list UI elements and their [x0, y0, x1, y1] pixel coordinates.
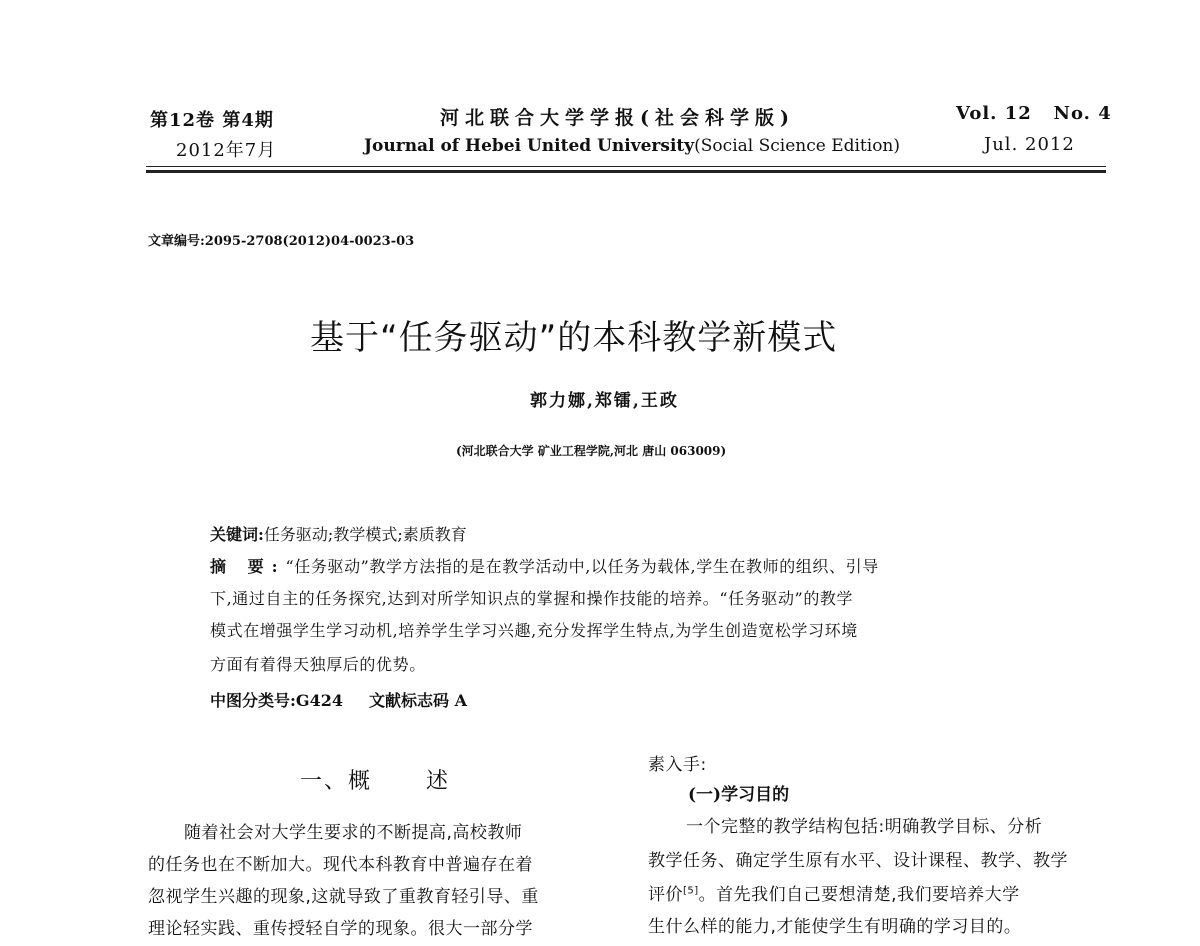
- left-line-4: 理论轻实践、重传授轻自学的现象。很大一部分学: [148, 919, 533, 939]
- authors: 郭力娜,郑镭,王政: [530, 391, 679, 411]
- left-line-3: 忽视学生兴趣的现象,这就导致了重教育轻引导、重: [148, 887, 539, 907]
- right-line-3: [648, 880, 1020, 905]
- clc-label: 中图分类号:: [210, 691, 296, 710]
- header-rule-thick: [146, 170, 1106, 173]
- keywords-label: 关键词:: [210, 525, 264, 544]
- issue-date-en: Jul. 2012: [984, 134, 1075, 155]
- subheading-learning-goal: (一)学习目的: [688, 785, 790, 805]
- section-heading-overview: 一、概 述: [300, 769, 450, 794]
- vol-no: Vol. 12 No. 4: [956, 103, 1112, 124]
- right-line-2: 教学任务、确定学生原有水平、设计课程、教学、教学: [648, 851, 1068, 871]
- left-line-1: 随着社会对大学生要求的不断提高,高校教师: [184, 823, 523, 843]
- issue-date-cn: 2012年7月: [176, 140, 277, 161]
- doc-code-label: 文献标志码: [368, 691, 449, 710]
- abstract-line-2: 下,通过自主的任务探究,达到对所学知识点的掌握和操作技能的培养。“任务驱动”的教学: [210, 589, 854, 608]
- doc-code-value: A: [454, 691, 467, 710]
- right-line-1: 一个完整的教学结构包括:明确教学目标、分析: [686, 817, 1043, 837]
- right-first-line: 素入手:: [648, 755, 707, 775]
- journal-title-en: [364, 136, 900, 156]
- header-rule-thin: [146, 166, 1106, 167]
- right-line-3-start: 评价: [648, 885, 683, 905]
- affiliation: (河北联合大学 矿业工程学院,河北 唐山 063009): [456, 444, 727, 458]
- journal-title-cn: 河北联合大学学报(社会科学版): [440, 107, 795, 129]
- classification: [210, 688, 467, 711]
- keywords-text: 任务驱动;教学模式;素质教育: [263, 525, 467, 544]
- article-number: 文章编号:2095-2708(2012)04-0023-03: [148, 234, 415, 249]
- left-line-2: 的任务也在不断加大。现代本科教育中普遍存在着: [148, 855, 533, 875]
- journal-edition-en: (Social Science Edition): [694, 136, 901, 156]
- abstract-line-3: 模式在增强学生学习动机,培养学生学习兴趣,充分发挥学生特点,为学生创造宽松学习环境: [210, 621, 858, 640]
- abstract-label: 摘 要:: [210, 557, 286, 576]
- abstract-line-1: [210, 554, 879, 577]
- paper-title: 基于“任务驱动”的本科教学新模式: [310, 318, 838, 358]
- citation-5: [5]: [683, 885, 699, 897]
- journal-name-en: Journal of Hebei United University: [364, 136, 695, 156]
- abstract-line-4: 方面有着得天独厚后的优势。: [210, 655, 426, 674]
- keywords: [210, 522, 467, 545]
- abstract-text-1: “任务驱动”教学方法指的是在教学活动中,以任务为载体,学生在教师的组织、引导: [285, 557, 879, 576]
- right-line-3-end: 。首先我们自己要想清楚,我们要培养大学: [698, 885, 1020, 905]
- clc-value: G424: [295, 691, 343, 710]
- right-line-4: 生什么样的能力,才能使学生有明确的学习目的。: [648, 917, 1022, 937]
- volume-issue: 第12卷 第4期: [150, 110, 274, 131]
